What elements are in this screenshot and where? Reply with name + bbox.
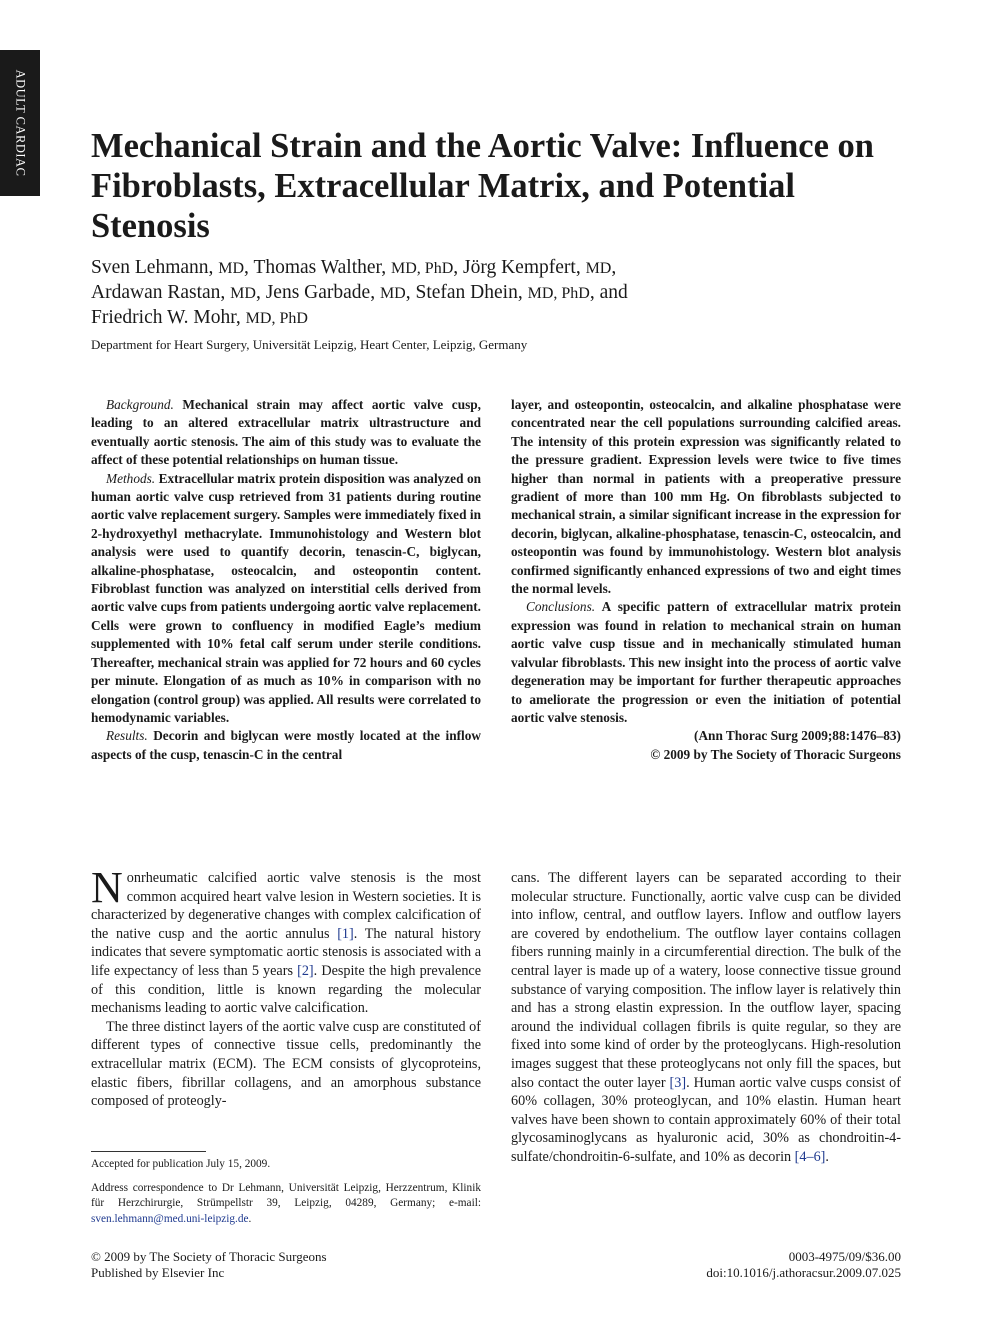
reference-link[interactable]: [2]: [297, 962, 314, 979]
abstract-results-continued: layer, and osteopontin, osteocalcin, and alkaline phosphatase were concentrated near the cell populations surrounding calcified areas. The intensity of this protein expression was significantly related to the pressure gradient. Expression levels were twice to five times higher than normal in patients with a preoperative pressure gradient of more than 100 mm Hg. On fibroblasts subjected to mechanical strain, a similar significant increase in the expression for decorin, biglycan, alkaline-phosphatase, tenascin-C, osteocalcin, and osteopontin was found by immunohistology. Western blot analysis confirmed significantly enhanced expressions of two and eight times the normal levels.: [511, 397, 901, 597]
body-right-column: [511, 869, 901, 1167]
section-tab-label: ADULT CARDIAC: [13, 69, 28, 177]
body-left-column: [91, 863, 482, 1111]
footer-doi: doi:10.1016/j.athoracsur.2009.07.025: [706, 1265, 901, 1280]
abstract-right-column: [511, 396, 901, 764]
author: Friedrich W. Mohr, MD, PhD: [91, 307, 308, 328]
reference-link[interactable]: [3]: [669, 1074, 687, 1091]
abstract-left-column: [91, 396, 481, 764]
abstract-conclusions: Conclusions. A specific pattern of extracellular matrix protein expression was found in relation to mechanical strain on human aortic valve cusp tissue and in mechanically stimulated human valvular fibroblasts. This new insight into the process of aortic valve degeneration may be important for further therapeutic approaches to ameliorate the progression or even the initiation of potential aortic valve stenosis.: [511, 599, 901, 725]
author: Stefan Dhein, MD, PhD, and: [415, 282, 628, 303]
footnotes: [91, 1157, 481, 1235]
footnote-divider: [91, 1151, 206, 1152]
author: Jens Garbade, MD,: [265, 282, 416, 303]
abstract-results: Results. Decorin and biglycan were mostly located at the inflow aspects of the cusp, tenascin-C in the central: [91, 728, 481, 762]
reference-link[interactable]: [4–6]: [794, 1148, 826, 1165]
abstract-background: Background. Mechanical strain may affect aortic valve cusp, leading to an altered extracellular matrix ultrastructure and eventually aortic stenosis. The aim of this study was to evaluate the affect of these potential relationships on human tissue.: [91, 397, 481, 468]
journal-citation: (Ann Thorac Surg 2009;88:1476–83): [694, 728, 901, 744]
author-list: [91, 256, 911, 331]
footer-copyright: © 2009 by The Society of Thoracic Surgeons: [91, 1249, 327, 1264]
abstract-copyright: © 2009 by The Society of Thoracic Surgeons: [650, 746, 901, 762]
accepted-date: Accepted for publication July 15, 2009.: [91, 1158, 271, 1170]
correspondence-address: Address correspondence to Dr Lehmann, Universität Leipzig, Herzzentrum, Klinik für Herzchirurgie, Strümpellstr 39, Leipzig, 04289, Germany; e-mail: sven.lehmann@med.uni-leipzig.de.: [91, 1181, 481, 1225]
abstract-methods: Methods. Extracellular matrix protein disposition was analyzed on human aortic valve cusp retrieved from 31 patients during routine aortic valve replacement surgery. Samples were immediately fixed in 2-hydroxyethyl methacrylate. Immunohistology and Western blot analysis were used to quantify decorin, tenascin-C, biglycan, alkaline-phosphatase, osteocalcin, and osteopontin content. Fibroblast function was analyzed on interstitial cells derived from aortic valve cups from patients undergoing aortic valve replacement. Cells were grown to confluency in modified Eagle’s medium supplemented with 10% fetal calf serum under sterile conditions. Thereafter, mechanical strain was applied for 72 hours and 60 cycles per minute. Elongation of as much as 10% in comparison with no elongation (control group) was applied. All results were correlated to hemodynamic variables.: [91, 470, 481, 725]
article-title: Mechanical Strain and the Aortic Valve: Influence on Fibroblasts, Extracellular Matrix, and Potential Stenosis: [91, 127, 874, 245]
reference-link[interactable]: [1]: [337, 925, 354, 942]
body-paragraph: The three distinct layers of the aortic valve cusp are constituted of different types of connective tissue cells, predominantly the extracellular matrix (ECM). The ECM consists of glycoproteins, elastic fibers, fibrillar collagens, and an amorphous substance composed of proteogly-: [91, 1018, 481, 1110]
intro-paragraph: Nonrheumatic calcified aortic valve stenosis is the most common acquired heart valve lesion in Western societies. It is characterized by degenerative changes with complex calcification of the native cusp and the aortic annulus [1]. The natural history indicates that severe symptomatic aortic stenosis is associated with a life expectancy of less than 5 years [2]. Despite the high prevalence of this condition, little is known regarding the molecular mechanisms leading to aortic valve calcification.: [91, 863, 482, 1017]
section-tab: [0, 50, 40, 196]
footer-issn-price: 0003-4975/09/$36.00: [788, 1249, 901, 1264]
body-paragraph: cans. The different layers can be separated according to their molecular structure. Functionally, aortic valve cusp can be divided into inflow, central, and outflow layers. Inflow and outflow layers are covered by endothelium. The outflow layer contains collagen fibers running mainly in a circumferential direction. The bulk of the central layer is made up of a watery, loose connective tissue ground substance of varying composition. The inflow layer is relatively thin and has a strong elastin expression. In the outflow layer, spacing around the individual collagen fibrils is quite regular, so they are fixed into some kind of order by the proteoglycans. High-resolution images suggest that these proteoglycans not only fill the spaces, but also contact the outer layer [3]. Human aortic valve cusps consist of 60% collagen, 30% proteoglycan, and 10% elastin. Human heart valves have been shown to contain approximately 60% of their total glycosaminoglycans as hyaluronic acid, 30% as chondroitin-4-sulfate/chondroitin-6-sulfate, and 10% as decorin [4–6].: [511, 870, 902, 1165]
footer-publisher: Published by Elsevier Inc: [91, 1265, 225, 1280]
author: Thomas Walther, MD, PhD,: [253, 257, 463, 278]
footer-right: [706, 1249, 901, 1281]
drop-cap: N: [91, 863, 123, 912]
footer-left: [91, 1249, 327, 1281]
author: Jörg Kempfert, MD,: [463, 257, 617, 278]
author: Ardawan Rastan, MD,: [91, 282, 266, 303]
affiliation: Department for Heart Surgery, Universität Leipzig, Heart Center, Leipzig, Germany: [91, 337, 528, 352]
email-link[interactable]: sven.lehmann@med.uni-leipzig.de: [91, 1212, 249, 1225]
author: Sven Lehmann, MD,: [91, 257, 254, 278]
